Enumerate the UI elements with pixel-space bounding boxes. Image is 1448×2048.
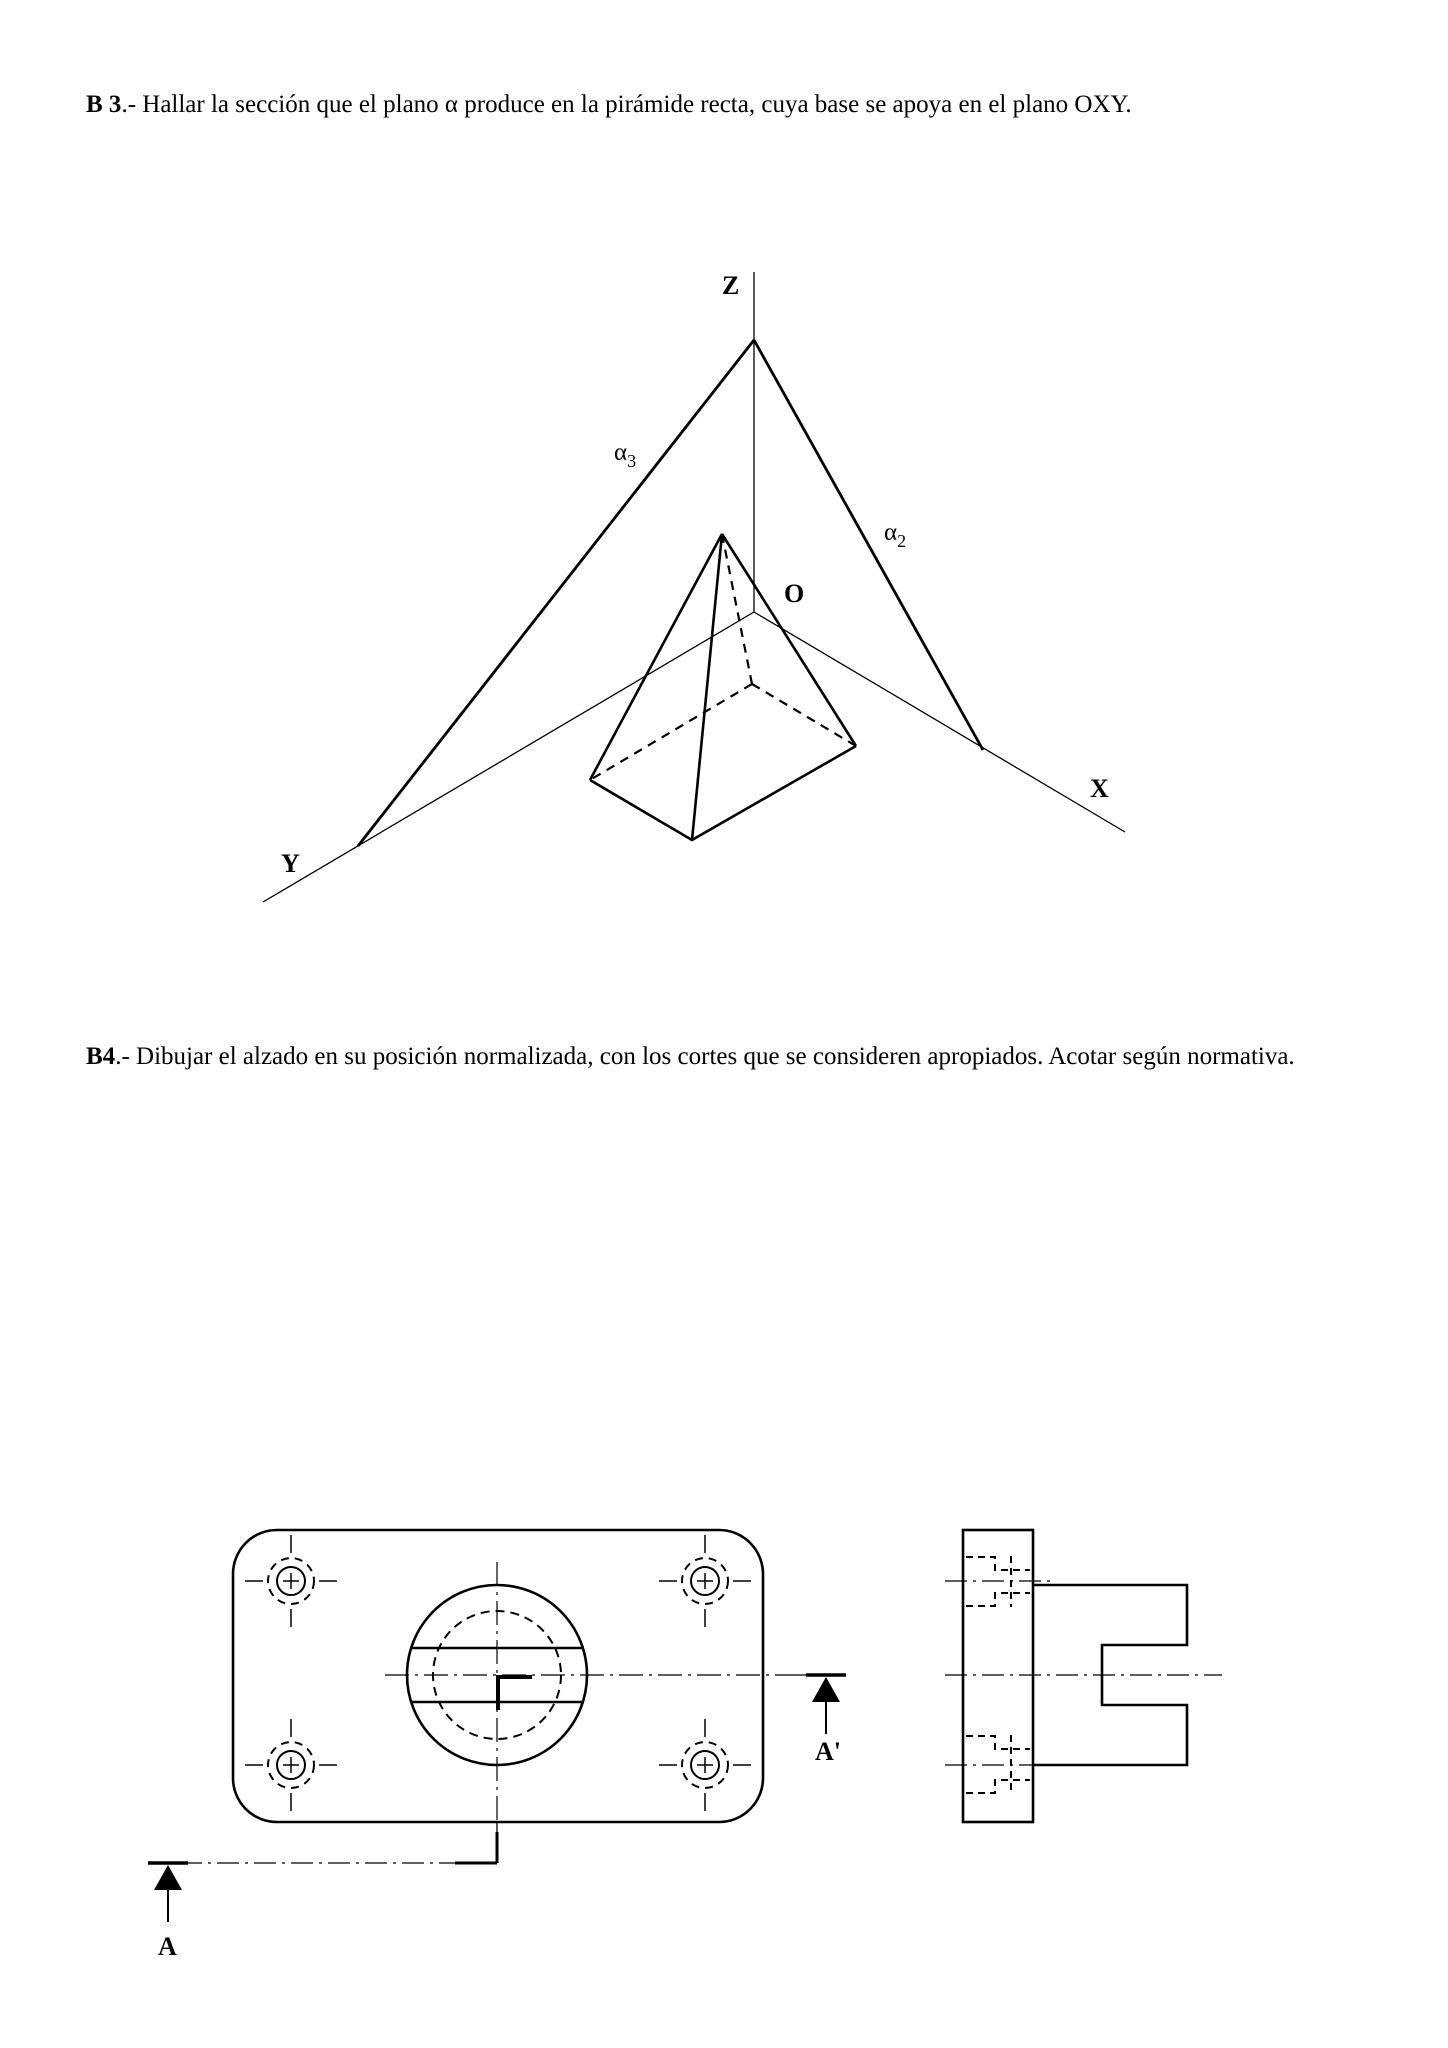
b3-axonometric-diagram [263, 272, 1125, 902]
mounting-holes [245, 1535, 751, 1811]
y-axis-label: Y [281, 849, 300, 878]
hole-top-right [659, 1535, 751, 1627]
trace-alpha2 [754, 340, 983, 750]
pyramid-hidden-edges [590, 534, 856, 780]
arrow-a [154, 1865, 182, 1890]
center-mark [498, 1677, 532, 1710]
b4-side-view [945, 1530, 1222, 1822]
pyramid [590, 534, 856, 840]
alpha2-label: $\alpha_2$ [884, 519, 907, 551]
x-axis-label: X [1090, 774, 1109, 803]
trace-alpha3 [358, 340, 754, 846]
problem-b3-number: B 3 [86, 91, 122, 118]
hole-bottom-right [659, 1719, 751, 1811]
hole-top-left [245, 1535, 337, 1627]
z-axis-label: Z [722, 271, 740, 300]
alpha3-label: $\alpha_3$ [614, 439, 637, 471]
problem-b3-text-1: .- Hallar la sección que el plano [121, 91, 445, 118]
pyramid-edge-right [722, 534, 856, 746]
section-label-a-prime: A' [815, 1737, 841, 1766]
pyramid-visible-base [590, 746, 856, 840]
side-plate [963, 1530, 1033, 1822]
problem-b4-text: .- Dibujar el alzado en su posición normalizada, con los cortes que se consideren apropiados. Acotar según normativa. [115, 1043, 1295, 1070]
b4-plan-view [148, 1530, 846, 1863]
alpha-symbol: α [444, 91, 459, 118]
side-center-lines [945, 1581, 1222, 1765]
section-label-a: A [158, 1932, 177, 1961]
problem-b3-text-2: produce en la pirámide recta, cuya base se apoya en el plano OXY. [458, 91, 1132, 118]
x-axis [754, 612, 1125, 832]
origin-label: O [784, 579, 805, 608]
hole-bottom-left [245, 1719, 337, 1811]
problem-b4-number: B4 [86, 1043, 116, 1070]
arrow-a-prime [812, 1677, 840, 1702]
